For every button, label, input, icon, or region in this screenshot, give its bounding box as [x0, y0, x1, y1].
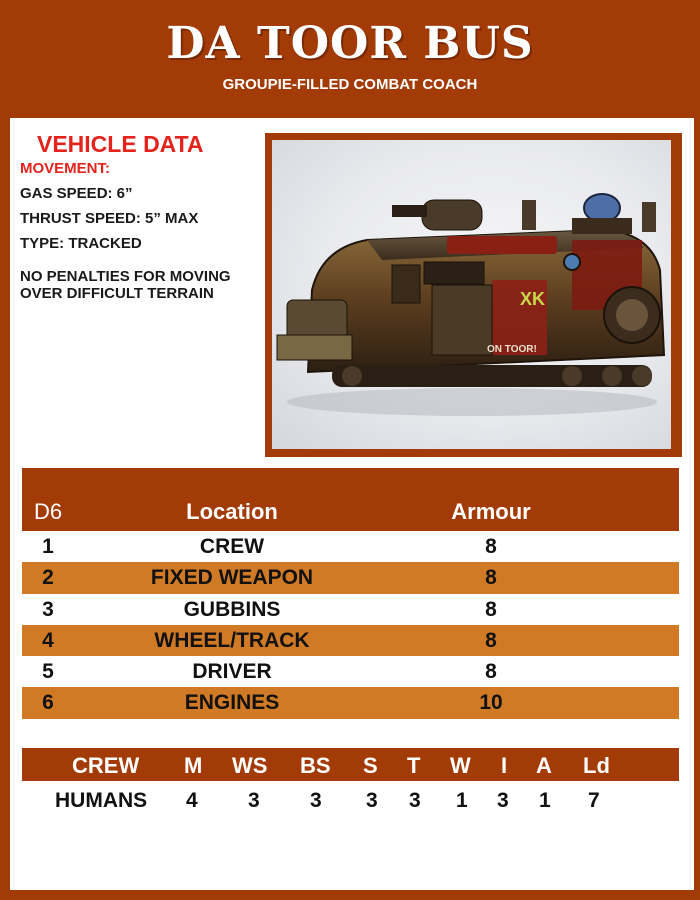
crew-col-m: M — [184, 753, 203, 778]
crew-bs: 3 — [310, 789, 322, 812]
crew-col-ws: WS — [232, 753, 268, 778]
crew-col-ld: Ld — [583, 753, 610, 778]
card-subtitle: GROUPIE-FILLED COMBAT COACH — [222, 76, 478, 93]
table-row — [22, 656, 679, 687]
row-location: CREW — [199, 535, 265, 558]
crew-m: 4 — [186, 789, 198, 812]
damage-table — [22, 468, 679, 719]
vehicle-data-heading: VEHICLE DATA — [37, 131, 204, 157]
header-location: Location — [186, 499, 278, 524]
vehicle-photo — [272, 140, 671, 449]
header-armour: Armour — [451, 499, 531, 524]
table-row — [22, 562, 679, 593]
vehicle-data-block — [20, 130, 260, 302]
crew-i: 3 — [497, 789, 509, 812]
row-location: FIXED WEAPON — [150, 566, 314, 590]
row-armour: 8 — [485, 660, 497, 684]
crew-col-w: W — [450, 753, 471, 778]
row-armour: 8 — [485, 535, 497, 558]
row-armour: 10 — [479, 691, 503, 715]
card-title: DA TOOR BUS — [166, 18, 534, 69]
row-location: WHEEL/TRACK — [154, 628, 310, 652]
table-row — [22, 625, 679, 656]
damage-table-header — [22, 468, 679, 531]
row-d6: 4 — [42, 628, 54, 652]
row-d6: 1 — [42, 535, 54, 558]
row-d6: 3 — [42, 597, 54, 621]
crew-ws: 3 — [248, 789, 260, 812]
row-armour: 8 — [485, 597, 497, 621]
crew-col-crew: CREW — [72, 753, 140, 778]
graffiti-text: ON TOOR! — [487, 344, 537, 355]
row-armour: 8 — [485, 566, 497, 590]
crew-t: 3 — [409, 789, 421, 812]
bus-model-image — [272, 140, 671, 449]
vehicle-type: TYPE: TRACKED — [20, 235, 142, 252]
thrust-speed: THRUST SPEED: 5” MAX — [20, 210, 199, 227]
crew-type: HUMANS — [55, 789, 148, 812]
row-location: DRIVER — [192, 660, 272, 684]
table-row — [22, 531, 679, 562]
row-location: ENGINES — [184, 691, 280, 715]
gas-speed: GAS SPEED: 6” — [20, 185, 133, 202]
table-row — [22, 687, 679, 718]
crew-a: 1 — [539, 789, 551, 812]
crew-col-s: S — [363, 753, 378, 778]
table-row — [22, 594, 679, 625]
card-header — [0, 0, 700, 115]
crew-col-bs: BS — [300, 753, 331, 778]
crew-col-t: T — [407, 753, 421, 778]
row-d6: 2 — [42, 566, 54, 590]
crew-col-a: A — [536, 753, 552, 778]
svg-text:XK: XK — [520, 289, 546, 309]
crew-w: 1 — [456, 789, 468, 812]
crew-s: 3 — [366, 789, 378, 812]
terrain-note: NO PENALTIES FOR MOVING OVER DIFFICULT TERRAIN — [20, 268, 231, 302]
crew-col-i: I — [501, 753, 508, 778]
row-d6: 6 — [42, 691, 54, 715]
crew-table-header — [22, 748, 679, 781]
row-location: GUBBINS — [183, 597, 281, 621]
header-d6: D6 — [33, 499, 63, 524]
crew-ld: 7 — [588, 789, 600, 812]
movement-label: MOVEMENT: — [20, 160, 110, 177]
row-armour: 8 — [485, 628, 497, 652]
row-d6: 5 — [42, 660, 54, 684]
